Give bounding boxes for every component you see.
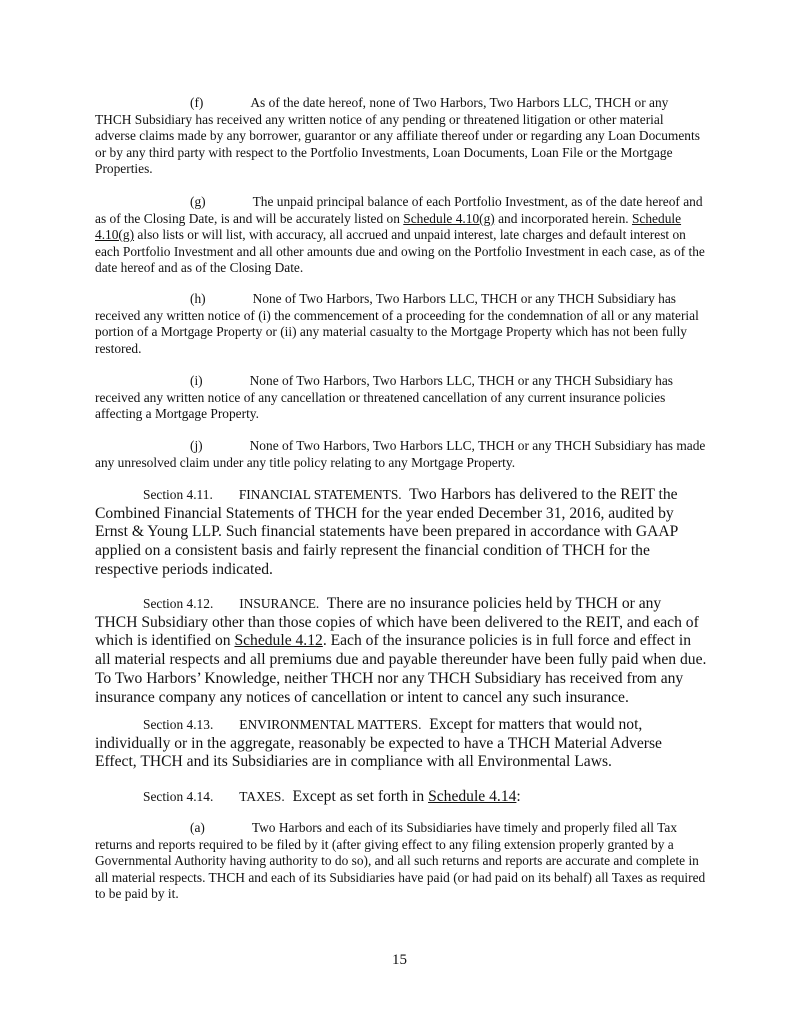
section-4-13 xyxy=(95,716,707,772)
section-text: Except as set forth in xyxy=(292,788,429,805)
section-number: Section 4.11. xyxy=(143,487,213,502)
paragraph-text: also lists or will list, with accuracy, all accrued and unpaid interest, late charges and default interest on each Portfolio Investment and all other amounts due and owing on the Portfolio Investment in each case, as of the date hereof and as of the Closing Date. xyxy=(95,227,705,275)
paragraph-j xyxy=(95,438,707,471)
paragraph-text: As of the date hereof, none of Two Harbors, Two Harbors LLC, THCH or any THCH Subsidiary has received any written notice of any pending or threatened litigation or other material adverse claims made by any borrower, guarantor or any affiliate thereof under or regarding any Loan Documents or by any third party with respect to the Portfolio Investments, Loan Documents, Loan File or the Mortgage Properties. xyxy=(95,95,700,176)
section-text: : xyxy=(516,788,521,805)
section-number: Section 4.12. xyxy=(143,596,214,611)
schedule-4-10g-link[interactable]: Schedule 4.10(g) xyxy=(403,210,495,226)
paragraph-text: None of Two Harbors, Two Harbors LLC, THCH or any THCH Subsidiary has received any written notice of (i) the commencement of a proceeding for the condemnation of all or any material portion of a Mortgage Property or (ii) any material casualty to the Mortgage Property which has not been fully restored. xyxy=(95,291,699,356)
paragraph-label: (i) xyxy=(190,373,203,388)
section-heading: INSURANCE. xyxy=(239,596,320,611)
section-4-11 xyxy=(95,486,707,580)
taxes-paragraph-a xyxy=(95,820,707,903)
paragraph-label: (j) xyxy=(190,438,203,453)
schedule-4-14-link[interactable]: Schedule 4.14 xyxy=(428,788,517,805)
schedule-4-12-link[interactable]: Schedule 4.12 xyxy=(234,632,323,650)
paragraph-f xyxy=(95,95,707,178)
section-text: Two Harbors has delivered to the REIT the Combined Financial Statements of THCH for the year ended December 31, 2016, audited by Ernst & Young LLP. Such financial statements have been prepared in accordance with GAAP applied on a consistent basis and fairly represent the financial condition of THCH for the respective periods indicated. xyxy=(95,486,678,578)
section-text: There are no insurance policies held by THCH or any THCH Subsidiary other than those copies of which have been delivered to the REIT, and each of which is identified on xyxy=(95,595,699,650)
paragraph-label: (f) xyxy=(190,95,204,110)
schedule-4-10g-link[interactable]: Schedule 4.10(g) xyxy=(95,210,682,242)
section-heading: TAXES. xyxy=(239,789,285,804)
section-4-12 xyxy=(95,595,707,707)
paragraph-label: (g) xyxy=(190,194,206,209)
section-heading: FINANCIAL STATEMENTS. xyxy=(238,487,402,502)
paragraph-label: (a) xyxy=(190,820,205,835)
section-heading: ENVIRONMENTAL MATTERS. xyxy=(239,717,422,732)
paragraph-g xyxy=(95,194,707,277)
paragraph-text: Two Harbors and each of its Subsidiaries have timely and properly filed all Tax returns and reports required to be filed by it (after giving effect to any filing extension properly granted by a Governmental Authority having authority to do so), and all such returns and reports are accurate and complete in all material respects. THCH and each of its Subsidiaries have paid (or had paid on its behalf) all Taxes as required to be paid by it. xyxy=(95,820,706,901)
paragraph-h xyxy=(95,291,707,357)
section-text: . Each of the insurance policies is in full force and effect in all material respects and all premiums due and payable thereunder have been fully paid when due. To Two Harbors’ Knowledge, neither THCH nor any THCH Subsidiary has received from any insurance company any notices of cancellation or intent to cancel any such insurance. xyxy=(95,632,707,706)
paragraph-i xyxy=(95,373,707,423)
paragraph-label: (h) xyxy=(190,291,206,306)
paragraph-text: None of Two Harbors, Two Harbors LLC, THCH or any THCH Subsidiary has received any written notice of any cancellation or threatened cancellation of any current insurance policies affecting a Mortgage Property. xyxy=(95,373,673,421)
section-number: Section 4.14. xyxy=(143,789,214,804)
paragraph-text: The unpaid principal balance of each Portfolio Investment, as of the date hereof and as of the Closing Date, is and will be accurately listed on xyxy=(95,194,703,226)
section-4-14 xyxy=(95,788,707,807)
paragraph-text: and incorporated herein. xyxy=(494,210,632,226)
section-number: Section 4.13. xyxy=(143,717,214,732)
section-text: Except for matters that would not, individually or in the aggregate, reasonably be expected to have a THCH Material Adverse Effect, THCH and its Subsidiaries are in compliance with all Environmental Laws. xyxy=(95,716,662,771)
page-number: 15 xyxy=(392,952,407,968)
paragraph-text: None of Two Harbors, Two Harbors LLC, THCH or any THCH Subsidiary has made any unresolved claim under any title policy relating to any Mortgage Property. xyxy=(95,438,706,470)
